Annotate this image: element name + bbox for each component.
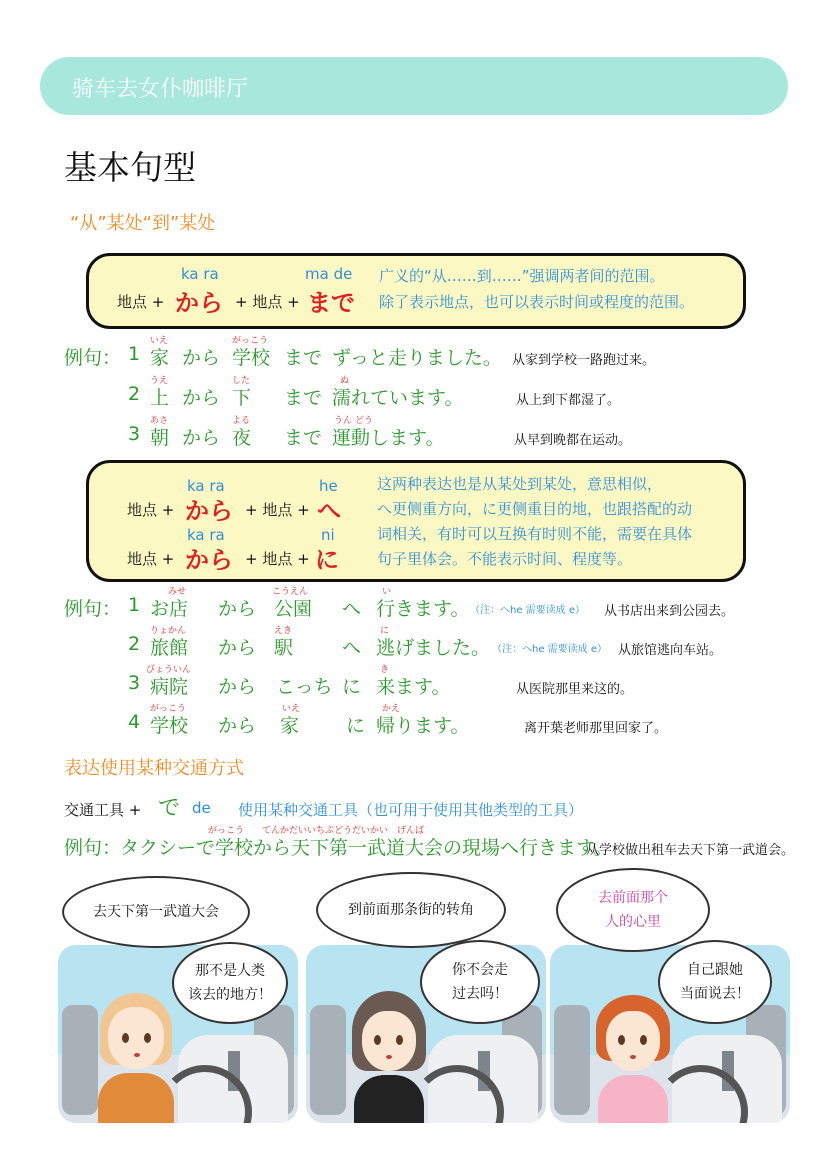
example-translation: 从上到下都湿了。 [516,393,621,408]
speech-bubble-3-reply: 自己跟她 当面说去！ [658,940,772,1024]
de-romaji: de [192,799,211,817]
formula-kara: から [175,289,223,317]
example-word: 公園 [274,598,313,620]
example-word: 学校 [232,347,271,369]
speech-bubble-2-top: 到前面那条街的转角 [316,872,506,948]
particle-ni: に [346,715,366,737]
example-sentence: タクシーで学校から天下第一武道大会の現場へ行きます。 [120,837,613,859]
example-word: 家 [150,347,170,369]
ruby: いえ [282,704,301,714]
formula-plus-place: + 地点 + [235,293,300,311]
example-rest: 運動します。 [332,427,445,449]
ruby: うえ [150,376,169,386]
speech-bubble-3-top: 去前面那个 人的心里 [556,868,710,952]
particle-ni: に [342,676,362,698]
example-verb: 帰ります。 [376,715,470,737]
particle-made: まで [284,387,323,409]
formula-kara-romaji: ka ra [187,526,225,544]
example-rest: 濡れています。 [332,387,464,409]
example-num: 3 [128,672,141,694]
transport-description: 使用某种交通工具（也可用于使用其他类型的工具） [238,801,584,819]
ruby: いえ [150,336,169,346]
ruby: みせ [168,587,187,597]
ruby: がっこう [150,704,187,714]
transport-label: 交通工具 + [64,801,142,819]
example-translation: 从早到晚都在运动。 [514,433,632,448]
formula-ni-romaji: ni [321,526,335,544]
particle-made: まで [284,427,323,449]
example-num: 3 [128,423,141,445]
banner-title: 骑车去女仆咖啡厅 [72,77,249,102]
example-note: （注：へhe 需要读成 e） [470,605,585,616]
examples-lead: 例句： [64,347,122,369]
example-rest: ずっと走りました。 [332,347,502,369]
ruby: こうえん [272,587,309,597]
ruby: き [380,665,390,675]
example-translation: 从家到学校一路跑过来。 [512,353,656,368]
example-num: 2 [128,383,141,405]
particle-kara: から [182,427,221,449]
ruby: うん どう [334,416,373,426]
formula-plus-place: + 地点 + [245,550,310,568]
example-num: 1 [128,594,141,616]
ruby: えき [274,626,293,636]
particle-de: で [158,796,181,821]
examples-lead: 例句： [64,837,122,859]
example-verb: 行きます。 [376,598,470,620]
example-word: 下 [232,387,252,409]
example-word: 上 [150,387,170,409]
formula-kara-romaji: ka ra [187,477,225,495]
ruby: ぬ [340,376,350,386]
particle-kara: から [218,637,257,659]
ruby: に [380,626,390,636]
example-word: お店 [150,598,189,620]
formula-kara-romaji: ka ra [181,265,219,283]
formula-ni: に [315,546,339,574]
ruby: よる [232,416,251,426]
ruby: あさ [150,416,169,426]
example-translation: 从学校做出租车去天下第一武道会。 [586,843,795,858]
example-num: 2 [128,633,141,655]
particle-kara: から [218,715,257,737]
example-word: 朝 [150,427,170,449]
formula-note-line: 这两种表达也是从某处到某处，意思相似， [377,475,663,493]
section1-subtitle: “从”某处“到”某处 [70,213,216,234]
example-verb: 来ます。 [376,676,451,698]
formula-kara: から [185,546,233,574]
page-title: 基本句型 [64,148,196,187]
ruby: がっこう てんかだいいちぶどうだいかい げんば [208,826,425,836]
example-translation: 离开葉老师那里回家了。 [524,721,668,736]
formula-made-romaji: ma de [305,265,353,283]
formula-note-line: へ更侧重方向，に更侧重目的地，也跟搭配的动 [377,500,693,518]
formula-he: へ [317,497,341,525]
formula-note-line: 词相关，有时可以互换有时则不能，需要在具体 [377,525,693,543]
example-verb: 逃げました。 [376,637,491,659]
example-translation: 从书店出来到公园去。 [604,604,735,619]
example-translation: 从旅馆逃向车站。 [618,643,723,658]
ruby: した [232,376,251,386]
ruby: りょかん [150,626,187,636]
example-word: 家 [280,715,300,737]
example-translation: 从医院那里来这的。 [516,682,634,697]
ruby: い [382,587,392,597]
example-num: 4 [128,711,141,733]
particle-he: へ [342,637,362,659]
formula-box-kara-made [86,253,746,329]
example-num: 1 [128,343,141,365]
formula-place-label: 地点 + [127,550,175,568]
particle-kara: から [182,387,221,409]
formula-he-romaji: he [319,477,338,495]
ruby: かえ [382,704,401,714]
formula-box-he-ni [86,460,746,582]
formula-place-label: 地点 + [127,501,175,519]
examples-lead: 例句： [64,598,122,620]
speech-bubble-2-reply: 你不会走 过去吗！ [420,940,540,1024]
particle-he: へ [342,598,362,620]
particle-kara: から [182,347,221,369]
example-word: こっち [276,676,333,698]
particle-kara: から [218,598,257,620]
ruby: がっこう [232,336,269,346]
example-note: （注：へhe 需要读成 e） [492,644,607,655]
formula-made: まで [307,289,355,317]
formula-plus-place: + 地点 + [245,501,310,519]
particle-made: まで [284,347,323,369]
example-word: 学校 [150,715,189,737]
formula-note-line-1: 广义的“从……到……”强调两者间的范围。 [379,267,665,285]
formula-place-label: 地点 + [117,293,165,311]
formula-note-line-2: 除了表示地点，也可以表示时间或程度的范围。 [379,293,695,311]
formula-note-line: 句子里体会。不能表示时间、程度等。 [377,550,633,568]
section3-subtitle: 表达使用某种交通方式 [64,758,244,779]
example-word: 駅 [274,637,294,659]
ruby: びょういん [146,665,192,675]
speech-bubble-1-reply: 那不是人类 该去的地方！ [172,942,288,1024]
header-banner [40,57,788,115]
speech-bubble-1-top: 去天下第一武道大会 [62,876,250,948]
formula-kara: から [185,497,233,525]
example-word: 夜 [232,427,252,449]
example-word: 病院 [150,676,189,698]
example-word: 旅館 [150,637,189,659]
particle-kara: から [218,676,257,698]
